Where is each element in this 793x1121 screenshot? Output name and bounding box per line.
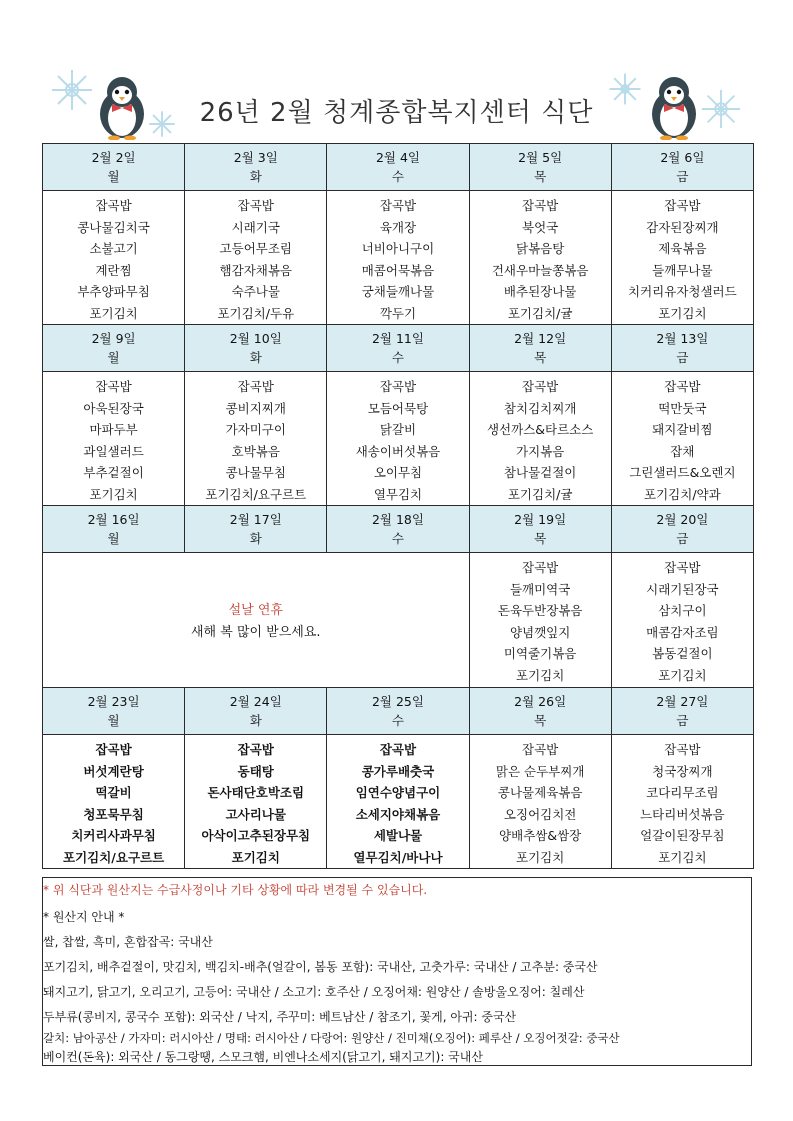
weekday-label: 목 bbox=[534, 531, 547, 546]
holiday-title: 설날 연휴 bbox=[228, 603, 283, 618]
menu-item: 포기김치/요구르트 bbox=[63, 849, 165, 865]
menu-item: 포기김치 bbox=[231, 849, 280, 865]
menu-item: 동태탕 bbox=[237, 763, 274, 779]
menu-item: 고등어무조림 bbox=[219, 241, 292, 256]
menu-item: 시래기된장국 bbox=[646, 581, 719, 597]
date-label: 2월 27일 bbox=[656, 694, 709, 709]
menu-item: 버섯계란탕 bbox=[83, 763, 144, 779]
day-menu bbox=[611, 372, 753, 506]
menu-item: 콩비지찌개 bbox=[225, 400, 286, 416]
weekday-label: 화 bbox=[249, 169, 262, 184]
change-warning: * 위 식단과 원산지는 수급사정이나 기타 상황에 따라 변경될 수 있습니다. bbox=[43, 883, 428, 897]
menu-item: 포기김치 bbox=[658, 667, 707, 683]
menu-item: 치커리사과무침 bbox=[71, 828, 156, 843]
menu-item: 건새우마늘쫑볶음 bbox=[491, 262, 589, 278]
day-menu bbox=[185, 735, 327, 869]
menu-item: 감자된장찌개 bbox=[646, 219, 719, 235]
menu-item: 햄감자채볶음 bbox=[219, 262, 292, 278]
day-header bbox=[43, 506, 185, 553]
menu-item: 숙주나물 bbox=[231, 284, 280, 299]
menu-item: 육개장 bbox=[379, 219, 417, 235]
menu-item: 포기김치/요구르트 bbox=[205, 486, 307, 502]
menu-item: 봄동겉절이 bbox=[652, 646, 713, 661]
menu-item: 잡채 bbox=[670, 443, 695, 459]
menu-item: 호박볶음 bbox=[231, 443, 280, 459]
date-label: 2월 10일 bbox=[229, 331, 282, 346]
weekday-label: 화 bbox=[249, 350, 262, 365]
menu-item: 포기김치/두유 bbox=[217, 305, 295, 321]
day-header bbox=[327, 688, 469, 735]
menu-item: 미역줄기볶음 bbox=[503, 646, 577, 661]
menu-item: 돈사태단호박조림 bbox=[207, 785, 305, 800]
menu-item: 그린샐러드&오렌지 bbox=[629, 465, 736, 480]
menu-item: 잡곡밥 bbox=[522, 198, 559, 213]
day-menu bbox=[469, 191, 611, 325]
origin-line: 두부류(콩비지, 콩국수 포함): 외국산 / 낙지, 주꾸미: 베트남산 / 참조기, 꽃게, 아귀: 중국산 bbox=[43, 1010, 517, 1024]
day-header bbox=[327, 144, 469, 191]
menu-item: 잡곡밥 bbox=[522, 379, 559, 394]
day-header bbox=[611, 506, 753, 553]
menu-item: 새송이버섯볶음 bbox=[355, 443, 441, 459]
weekday-label: 수 bbox=[391, 531, 404, 546]
weekday-label: 수 bbox=[391, 169, 404, 184]
date-label: 2월 3일 bbox=[233, 150, 278, 165]
menu-item: 돈육두반장볶음 bbox=[497, 603, 583, 618]
menu-item: 아삭이고추된장무침 bbox=[201, 828, 311, 843]
weekday-label: 목 bbox=[534, 169, 547, 184]
menu-item: 청국장찌개 bbox=[652, 763, 713, 779]
menu-item: 잡곡밥 bbox=[237, 198, 274, 213]
day-menu bbox=[43, 735, 185, 869]
date-label: 2월 26일 bbox=[514, 694, 567, 709]
menu-item: 콩나물제육볶음 bbox=[497, 785, 583, 800]
menu-item: 포기김치/귤 bbox=[507, 305, 573, 321]
weekday-label: 금 bbox=[676, 350, 689, 365]
weekday-label: 월 bbox=[107, 350, 120, 365]
menu-item: 떡만둣국 bbox=[658, 400, 707, 416]
menu-item: 마파두부 bbox=[89, 422, 138, 437]
menu-item: 계란찜 bbox=[95, 262, 132, 278]
menu-item: 청포묵무침 bbox=[83, 806, 144, 822]
menu-item: 깍두기 bbox=[379, 305, 417, 321]
origin-line: 돼지고기, 닭고기, 오리고기, 고등어: 국내산 / 소고기: 호주산 / 오징어채: 원양산 / 솔방울오징어: 칠레산 bbox=[43, 985, 585, 999]
menu-row bbox=[43, 553, 754, 688]
date-label: 2월 9일 bbox=[91, 331, 136, 346]
date-label: 2월 13일 bbox=[656, 331, 709, 346]
weekday-label: 금 bbox=[676, 531, 689, 546]
weekday-label: 화 bbox=[249, 531, 262, 546]
menu-item: 오징어김치전 bbox=[503, 806, 577, 822]
menu-item: 참나물겉절이 bbox=[503, 465, 577, 480]
weekday-label: 화 bbox=[249, 713, 262, 728]
day-menu bbox=[327, 735, 469, 869]
date-label: 2월 20일 bbox=[656, 512, 709, 527]
day-header bbox=[43, 325, 185, 372]
day-menu bbox=[611, 191, 753, 325]
day-header bbox=[185, 325, 327, 372]
menu-row bbox=[43, 191, 754, 325]
day-header bbox=[185, 144, 327, 191]
menu-item: 잡곡밥 bbox=[379, 742, 417, 757]
day-header bbox=[611, 688, 753, 735]
menu-row bbox=[43, 372, 754, 506]
day-header bbox=[43, 688, 185, 735]
day-menu bbox=[327, 191, 469, 325]
holiday-notice bbox=[43, 557, 469, 687]
menu-item: 양념깻잎지 bbox=[509, 624, 571, 640]
day-header bbox=[327, 506, 469, 553]
day-menu bbox=[469, 735, 611, 869]
menu-item: 들깨무나물 bbox=[652, 262, 713, 278]
menu-item: 잡곡밥 bbox=[95, 379, 132, 394]
menu-item: 잡곡밥 bbox=[237, 379, 274, 394]
day-header bbox=[185, 506, 327, 553]
menu-item: 포기김치 bbox=[89, 486, 138, 502]
menu-item: 시래기국 bbox=[231, 219, 280, 235]
menu-item: 부추양파무침 bbox=[77, 284, 150, 299]
menu-item: 포기김치 bbox=[658, 305, 707, 321]
week-header-row bbox=[43, 688, 754, 735]
menu-item: 잡곡밥 bbox=[664, 742, 701, 757]
menu-item: 매콤어묵볶음 bbox=[361, 262, 435, 278]
menu-item: 코다리무조림 bbox=[646, 785, 719, 800]
day-menu bbox=[327, 372, 469, 506]
menu-item: 얼갈이된장무침 bbox=[640, 828, 725, 843]
day-header bbox=[327, 325, 469, 372]
date-label: 2월 2일 bbox=[91, 150, 136, 165]
weekday-label: 목 bbox=[534, 350, 547, 365]
menu-item: 세발나물 bbox=[373, 828, 423, 843]
day-header bbox=[469, 144, 611, 191]
menu-item: 포기김치/귤 bbox=[507, 486, 573, 502]
day-header bbox=[611, 144, 753, 191]
date-label: 2월 12일 bbox=[514, 331, 567, 346]
day-menu bbox=[185, 191, 327, 325]
date-label: 2월 6일 bbox=[660, 150, 705, 165]
menu-item: 고사리나물 bbox=[225, 806, 286, 822]
menu-item: 과일샐러드 bbox=[83, 443, 144, 459]
weekday-label: 월 bbox=[107, 713, 120, 728]
date-label: 2월 25일 bbox=[371, 694, 424, 709]
menu-item: 참치김치찌개 bbox=[503, 400, 577, 416]
origin-title: * 원산지 안내 * bbox=[43, 910, 125, 924]
menu-item: 포기김치 bbox=[89, 305, 138, 321]
menu-row bbox=[43, 735, 754, 869]
weekday-label: 월 bbox=[107, 169, 120, 184]
date-label: 2월 5일 bbox=[518, 150, 563, 165]
menu-item: 포기김치/약과 bbox=[644, 486, 721, 502]
week-header-row bbox=[43, 506, 754, 553]
menu-item: 잡곡밥 bbox=[237, 742, 274, 757]
menu-item: 포기김치 bbox=[516, 667, 565, 683]
menu-item: 오이무침 bbox=[373, 465, 423, 480]
menu-item: 닭볶음탕 bbox=[516, 241, 565, 256]
menu-item: 포기김치 bbox=[658, 849, 707, 865]
menu-item: 잡곡밥 bbox=[664, 379, 701, 394]
origin-line: 포기김치, 배추겉절이, 맛김치, 백김치-배추(얼갈이, 봄동 포함): 국내산, 고춧가루: 국내산 / 고추분: 중국산 bbox=[43, 960, 598, 974]
menu-item: 제육볶음 bbox=[658, 241, 707, 256]
day-menu bbox=[185, 372, 327, 506]
menu-item: 배추된장나물 bbox=[503, 284, 577, 299]
date-label: 2월 18일 bbox=[371, 512, 424, 527]
day-menu bbox=[43, 372, 185, 506]
menu-item: 잡곡밥 bbox=[379, 198, 417, 213]
menu-item: 잡곡밥 bbox=[379, 379, 417, 394]
page-title: 26년 2월 청계종합복지센터 식단 bbox=[199, 98, 594, 128]
menu-item: 가자미구이 bbox=[225, 422, 286, 437]
day-menu bbox=[43, 191, 185, 325]
menu-item: 생선까스&타르소스 bbox=[486, 422, 594, 437]
date-label: 2월 19일 bbox=[514, 512, 567, 527]
menu-item: 잡곡밥 bbox=[664, 198, 701, 213]
day-header bbox=[469, 325, 611, 372]
weekday-label: 금 bbox=[676, 713, 689, 728]
date-label: 2월 24일 bbox=[229, 694, 282, 709]
menu-item: 잡곡밥 bbox=[522, 742, 559, 757]
menu-item: 부추겉절이 bbox=[83, 465, 144, 480]
holiday-cell bbox=[43, 553, 470, 688]
day-header bbox=[469, 506, 611, 553]
origin-line: 베이컨(돈육): 외국산 / 동그랑땡, 스모크햄, 비엔나소세지(닭고기, 돼지고기): 국내산 bbox=[43, 1050, 483, 1064]
menu-item: 들깨미역국 bbox=[509, 581, 571, 597]
weekday-label: 월 bbox=[107, 531, 120, 546]
origin-line: 갈치: 남아공산 / 가자미: 러시아산 / 명태: 러시아산 / 다랑어: 원양산 / 진미채(오징어): 페루산 / 오징어젓갈: 중국산 bbox=[43, 1031, 620, 1045]
menu-item: 잡곡밥 bbox=[95, 742, 132, 757]
week-header-row bbox=[43, 325, 754, 372]
origin-line: 쌀, 찹쌀, 흑미, 혼합잡곡: 국내산 bbox=[43, 935, 213, 949]
menu-item: 모듬어묵탕 bbox=[367, 400, 429, 416]
menu-item: 가지볶음 bbox=[516, 443, 565, 459]
origin-notes bbox=[42, 877, 752, 1066]
weekday-label: 목 bbox=[534, 713, 547, 728]
day-header bbox=[43, 144, 185, 191]
menu-item: 포기김치 bbox=[516, 849, 565, 865]
menu-item: 닭갈비 bbox=[379, 422, 417, 437]
menu-item: 소불고기 bbox=[89, 241, 138, 256]
weekday-label: 수 bbox=[391, 713, 404, 728]
menu-item: 치커리유자청샐러드 bbox=[628, 284, 737, 299]
date-label: 2월 23일 bbox=[87, 694, 140, 709]
menu-item: 돼지갈비찜 bbox=[652, 422, 713, 437]
weekday-label: 금 bbox=[676, 169, 689, 184]
menu-item: 너비아니구이 bbox=[361, 241, 435, 256]
menu-item: 열무김치 bbox=[373, 486, 423, 502]
menu-table bbox=[42, 143, 754, 869]
menu-item: 궁채들깨나물 bbox=[361, 284, 435, 299]
menu-item: 양배추쌈&쌈장 bbox=[499, 828, 582, 843]
day-header bbox=[469, 688, 611, 735]
week-header-row bbox=[43, 144, 754, 191]
menu-item: 콩나물무침 bbox=[225, 465, 286, 480]
day-menu bbox=[611, 735, 753, 869]
menu-item: 매콤감자조림 bbox=[646, 624, 719, 640]
date-label: 2월 17일 bbox=[229, 512, 282, 527]
day-header bbox=[185, 688, 327, 735]
date-label: 2월 16일 bbox=[87, 512, 140, 527]
date-label: 2월 4일 bbox=[375, 150, 420, 165]
menu-item: 콩가루배춧국 bbox=[361, 763, 435, 779]
menu-item: 맑은 순두부찌개 bbox=[495, 763, 585, 779]
menu-item: 떡갈비 bbox=[95, 785, 132, 800]
menu-item: 삼치구이 bbox=[658, 603, 707, 618]
menu-item: 임연수양념구이 bbox=[355, 785, 441, 800]
day-menu bbox=[469, 553, 611, 688]
holiday-message: 새해 복 많이 받으세요. bbox=[191, 625, 321, 640]
weekday-label: 수 bbox=[391, 350, 404, 365]
menu-item: 소세지야채볶음 bbox=[355, 806, 441, 822]
menu-item: 아욱된장국 bbox=[83, 400, 144, 416]
menu-item: 느타리버섯볶음 bbox=[640, 806, 725, 822]
menu-item: 북엇국 bbox=[522, 219, 559, 235]
menu-item: 잡곡밥 bbox=[95, 198, 132, 213]
menu-item: 잡곡밥 bbox=[664, 560, 701, 575]
day-header bbox=[611, 325, 753, 372]
menu-item: 열무김치/바나나 bbox=[353, 849, 443, 865]
menu-item: 잡곡밥 bbox=[522, 560, 559, 575]
day-menu bbox=[611, 553, 753, 688]
date-label: 2월 11일 bbox=[371, 331, 424, 346]
day-menu bbox=[469, 372, 611, 506]
menu-item: 콩나물김치국 bbox=[77, 219, 150, 235]
